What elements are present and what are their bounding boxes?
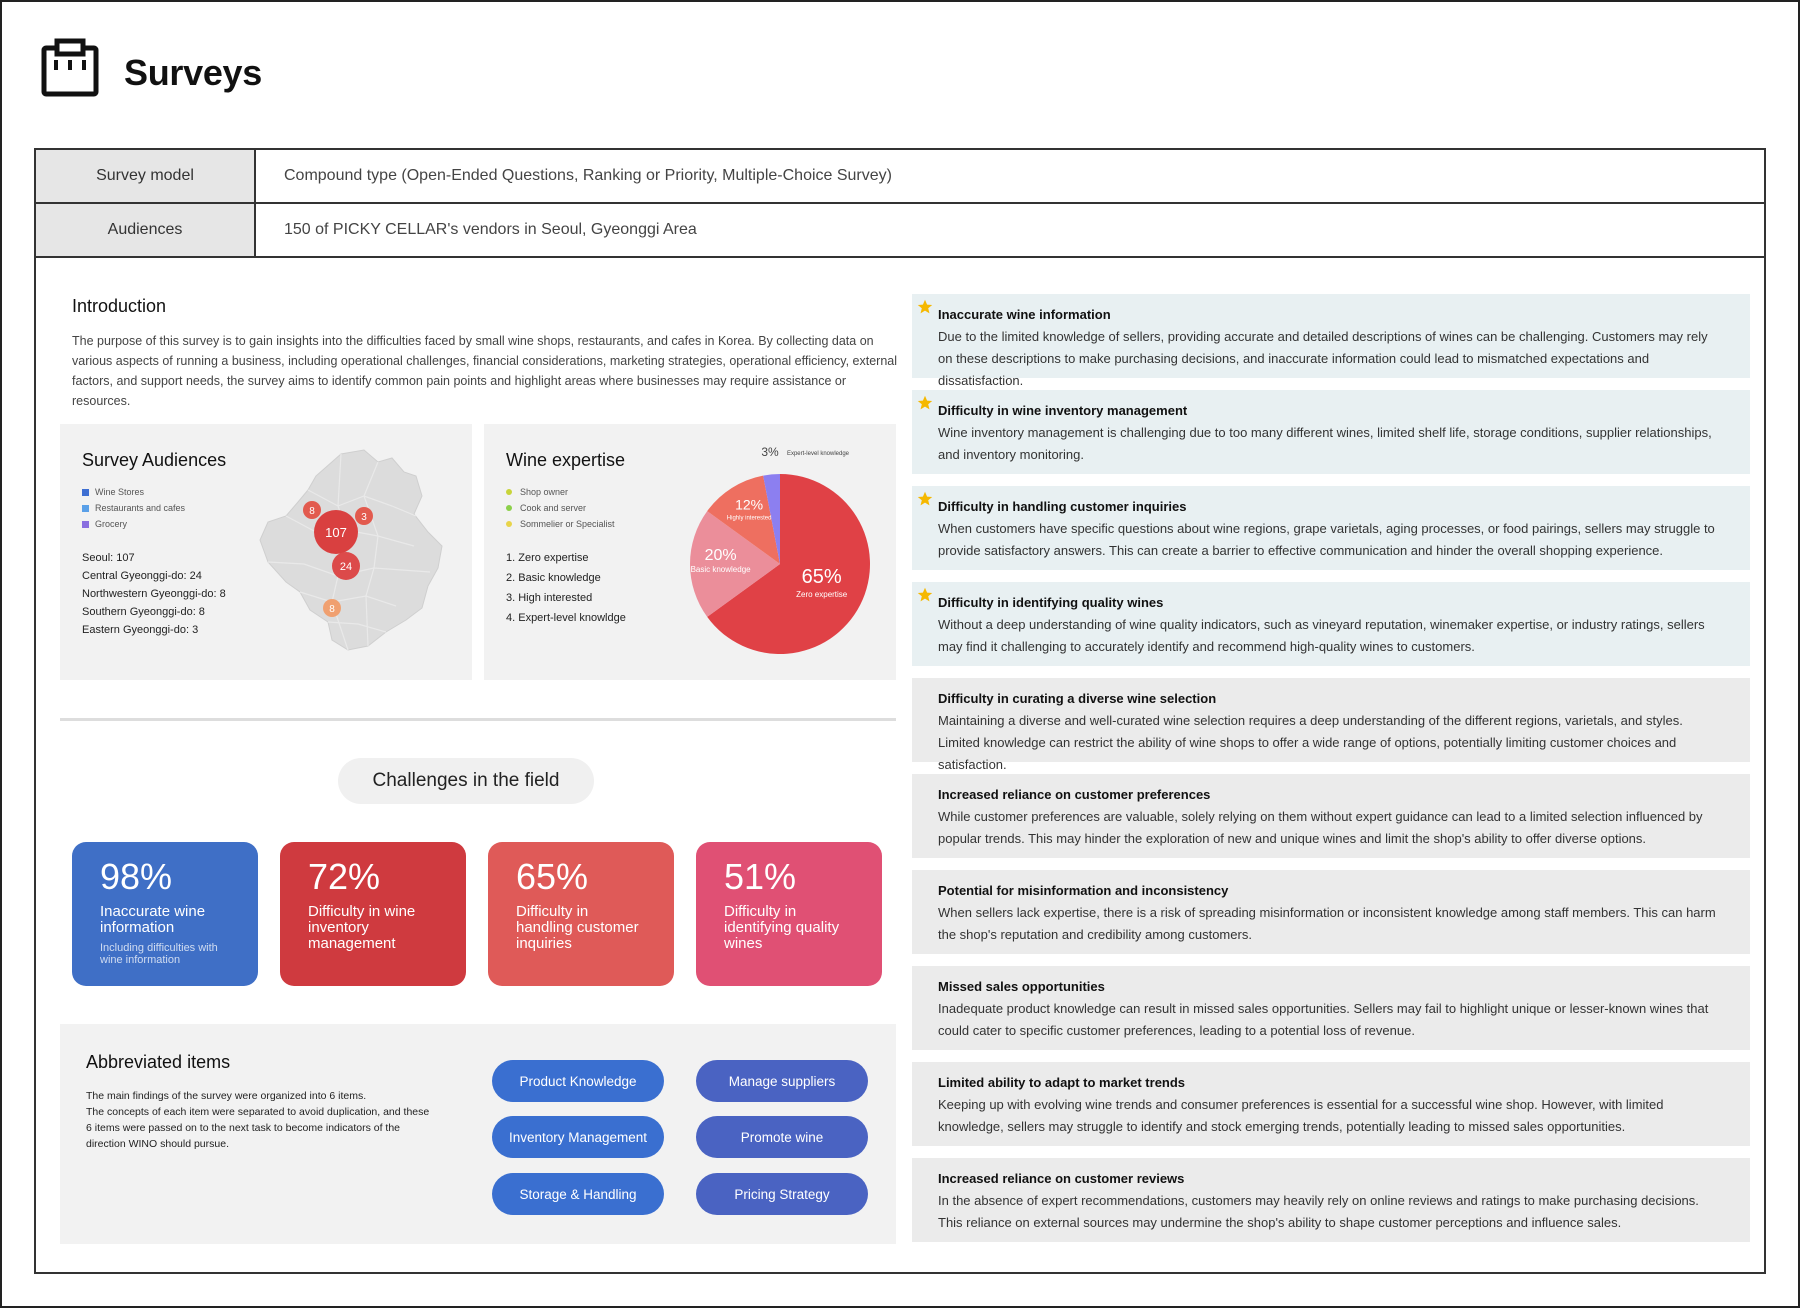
pill-manage-suppliers[interactable]: Manage suppliers [696, 1060, 868, 1102]
challenge-card [488, 842, 674, 986]
audiences-row [36, 204, 1764, 258]
challenge-card [280, 842, 466, 986]
pill-inventory-management[interactable]: Inventory Management [492, 1116, 664, 1158]
issue-title: Difficulty in identifying quality wines [938, 595, 1164, 610]
legend-item [506, 516, 615, 532]
pie-slice-label: Basic knowledge [690, 565, 751, 574]
page-title: Surveys [124, 52, 262, 93]
section-divider [60, 718, 896, 721]
audiences-label: Audiences [36, 204, 256, 256]
abbreviated-text-line: The main findings of the survey were organized into 6 items. [86, 1090, 367, 1102]
expertise-level-list [506, 552, 626, 632]
legend-item [82, 500, 185, 516]
pill-product-knowledge[interactable]: Product Knowledge [492, 1060, 664, 1102]
issue-item [912, 486, 1750, 570]
pie-value-label: 65% [801, 566, 842, 589]
star-icon [917, 587, 933, 603]
issue-title: Inaccurate wine information [938, 307, 1111, 322]
clipboard-icon [40, 38, 100, 98]
pill-pricing-strategy[interactable]: Pricing Strategy [696, 1173, 868, 1215]
introduction-text: The purpose of this survey is to gain insights into the difficulties faced by small wine shops, restaurants, and cafes in Korea. By collecting data on various aspects of running a business, including operational challenges, financial considerations, marketing strategies, operational efficiency, external factors, and support needs, the survey aims to identify common pain points and highlight areas where businesses may require assistance or resources. [72, 334, 898, 408]
issue-text: Wine inventory management is challenging due to too many different wines, limited shelf life, storage conditions, supplier relationships, and inventory monitoring. [938, 425, 1712, 462]
issue-text: Due to the limited knowledge of sellers, providing accurate and detailed descriptions of wines can be challenging. Customers may rely on these descriptions to make purchasing decisions, and inaccurate information could lead to mismatched expectations and dissatisfaction. [938, 329, 1708, 388]
star-icon [917, 491, 933, 507]
issue-item [912, 1062, 1750, 1146]
issue-text: In the absence of expert recommendations, customers may heavily rely on online reviews and ratings to make purchasing decisions. This reliance on external sources may undermine the shop's ability to shape customer perceptions and influence sales. [938, 1193, 1699, 1230]
pill-promote-wine[interactable]: Promote wine [696, 1116, 868, 1158]
abbreviated-text-line: The concepts of each item were separated to avoid duplication, and these 6 items were passed on to the next task to become indicators of the direction WINO should pursue. [86, 1106, 430, 1150]
issue-item [912, 1158, 1750, 1242]
legend-dot-icon [506, 489, 512, 495]
pie-value-label: 12% [735, 496, 764, 513]
audiences-value: 150 of PICKY CELLAR's vendors in Seoul, Gyeonggi Area [284, 221, 697, 238]
legend-item [506, 500, 615, 516]
legend-label: Cook and server [520, 503, 587, 513]
challenge-percent: 98% [100, 856, 173, 897]
page-header [40, 38, 262, 98]
legend-label: Wine Stores [95, 487, 145, 497]
audience-stats [82, 552, 226, 642]
legend-swatch-icon [82, 489, 89, 496]
challenge-sublabel: Including difficulties with wine information [100, 942, 218, 966]
legend-dot-icon [506, 505, 512, 511]
bubble-label: 3 [361, 512, 367, 523]
wine-expertise-card [484, 424, 896, 680]
stat-line: Seoul: 107 [82, 552, 135, 564]
legend-item [82, 484, 185, 500]
star-icon [917, 395, 933, 411]
gyeonggi-map [246, 436, 456, 666]
issue-title: Difficulty in wine inventory management [938, 403, 1188, 418]
issue-text: Maintaining a diverse and well-curated wine selection requires a deep understanding of the different regions, varietals, and styles. Limited knowledge can restrict the ability of wine shops to offer a wide range of options, potentially limiting customer choices and satisfaction. [938, 713, 1683, 772]
challenge-card [696, 842, 882, 986]
abbreviated-items-text [86, 1088, 436, 1152]
pie-value-label: 3% [761, 445, 779, 459]
issue-text: While customer preferences are valuable, solely relying on them without expert guidance can lead to a limited selection influenced by popular trends. This may hinder the exploration of new and unique wines and limit the shop's ability to offer diverse options. [938, 809, 1703, 846]
survey-main-panel [34, 256, 1766, 1274]
expertise-level-item: 2. Basic knowledge [506, 572, 601, 584]
pie-slice-label: Highly interested [726, 515, 772, 522]
issue-item [912, 294, 1750, 388]
wine-expertise-pie-chart [674, 442, 884, 672]
audiences-legend [82, 484, 185, 532]
issue-title: Potential for misinformation and inconsistency [938, 883, 1229, 898]
challenge-label: Inaccurate wine information [100, 903, 206, 936]
pill-storage-handling[interactable]: Storage & Handling [492, 1173, 664, 1215]
issue-text: Inadequate product knowledge can result in missed sales opportunities. Sellers may fail to highlight unique or lesser-known wines that could cater to specific customer preferences, leading to a potential loss of revenue. [938, 1001, 1709, 1038]
challenge-label: Difficulty in wine inventory management [308, 903, 416, 952]
issue-item [912, 390, 1750, 474]
survey-model-label: Survey model [36, 150, 256, 202]
challenges-title: Challenges in the field [338, 758, 594, 804]
issue-item [912, 966, 1750, 1050]
abbreviated-items-title: Abbreviated items [86, 1052, 231, 1072]
challenge-label: Difficulty in handling customer inquiries [516, 903, 639, 952]
challenge-percent: 51% [724, 856, 797, 897]
issue-text: When sellers lack expertise, there is a risk of spreading misinformation or inconsistent knowledge among staff members. This can harm the shop's reputation and credibility among customers. [938, 905, 1716, 942]
legend-swatch-icon [82, 505, 89, 512]
challenge-label: Difficulty in identifying quality wines [724, 903, 840, 952]
survey-audiences-title: Survey Audiences [82, 450, 227, 470]
issue-text: Keeping up with evolving wine trends and consumer preferences is essential for a successful wine shop. However, with limited knowledge, sellers may struggle to identify and stock emerging trends, potentially leading to missed sales opportunities. [938, 1097, 1664, 1134]
stat-line: Central Gyeonggi-do: 24 [82, 570, 202, 582]
expertise-level-item: 4. Expert-level knowldge [506, 612, 626, 624]
issue-item [912, 678, 1750, 772]
legend-label: Sommelier or Specialist [520, 519, 615, 529]
expertise-level-item: 3. High interested [506, 592, 593, 604]
legend-dot-icon [506, 521, 512, 527]
challenge-percent: 65% [516, 856, 589, 897]
expertise-level-item: 1. Zero expertise [506, 552, 589, 564]
stat-line: Eastern Gyeonggi-do: 3 [82, 624, 199, 636]
issue-title: Difficulty in handling customer inquiries [938, 499, 1187, 514]
issue-text: When customers have specific questions about wine regions, grape varietals, aging processes, or food pairings, sellers may struggle to provide satisfactory answers. This can create a barrier to effective communication and hinder the overall shopping experience. [938, 521, 1715, 558]
survey-info-table [34, 148, 1766, 258]
bubble-label: 107 [325, 525, 347, 540]
stat-line: Southern Gyeonggi-do: 8 [82, 606, 205, 618]
expertise-legend [506, 484, 615, 532]
bubble-label: 8 [329, 604, 335, 615]
bubble-label: 8 [309, 506, 315, 517]
issue-title: Missed sales opportunities [938, 979, 1105, 994]
issue-text: Without a deep understanding of wine quality indicators, such as vineyard reputation, winemaker expertise, or industry ratings, sellers may find it challenging to accurately identify and recommend high-quality wines to customers. [938, 617, 1705, 654]
map-region-shape [260, 450, 442, 650]
legend-swatch-icon [82, 521, 89, 528]
issue-title: Difficulty in curating a diverse wine selection [938, 691, 1217, 706]
pie-value-label: 20% [704, 547, 737, 564]
survey-audiences-card [60, 424, 472, 680]
issue-title: Limited ability to adapt to market trends [938, 1075, 1186, 1090]
challenge-card [72, 842, 258, 986]
pie-slice-label: Expert-level knowledge [786, 451, 850, 457]
challenge-percent: 72% [308, 856, 381, 897]
star-icon [917, 299, 933, 315]
issue-title: Increased reliance on customer preferences [938, 787, 1211, 802]
introduction-title: Introduction [72, 296, 167, 316]
issue-item [912, 870, 1750, 954]
issue-item [912, 582, 1750, 666]
survey-model-row [36, 150, 1764, 204]
legend-label: Restaurants and cafes [95, 503, 186, 513]
legend-item [506, 484, 615, 500]
bubble-label: 24 [339, 561, 353, 573]
introduction-section [72, 296, 902, 411]
wine-expertise-title: Wine expertise [506, 450, 626, 470]
legend-label: Grocery [95, 519, 128, 529]
legend-label: Shop owner [520, 487, 569, 497]
issue-item [912, 774, 1750, 858]
abbreviated-items-card [60, 1024, 896, 1244]
survey-model-value: Compound type (Open-Ended Questions, Ranking or Priority, Multiple-Choice Survey) [284, 167, 892, 184]
pie-slice-label: Zero expertise [796, 590, 848, 600]
stat-line: Northwestern Gyeonggi-do: 8 [82, 588, 226, 600]
legend-item [82, 516, 185, 532]
issue-title: Increased reliance on customer reviews [938, 1171, 1185, 1186]
